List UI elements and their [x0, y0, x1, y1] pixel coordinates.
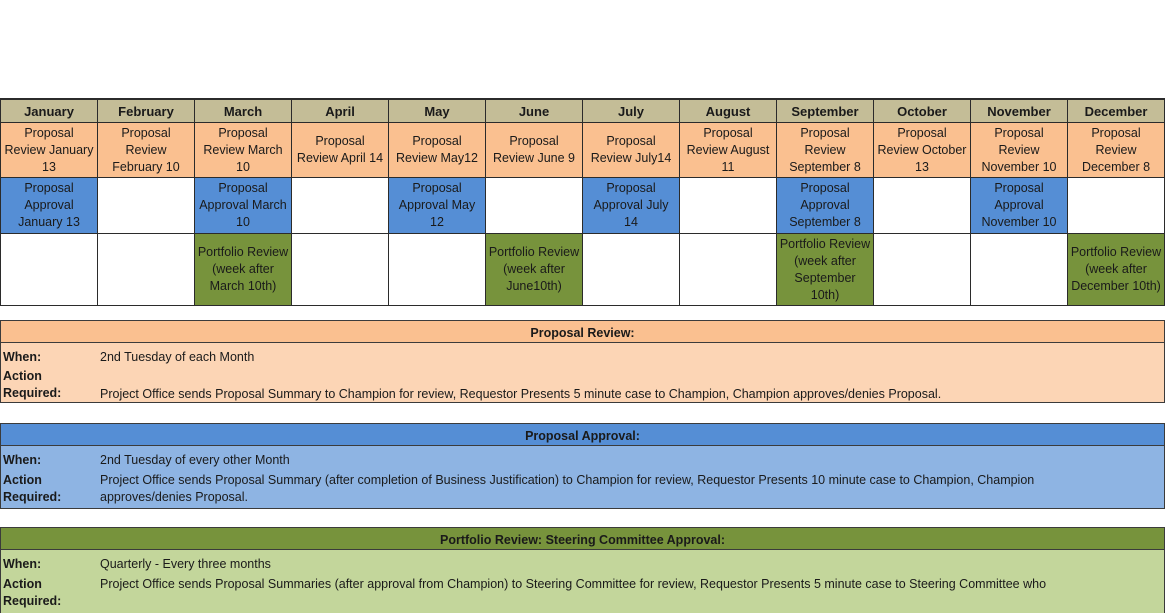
- portfolio-review-cell: Portfolio Review (week after March 10th): [195, 234, 292, 306]
- action-label: Action Required:: [3, 473, 62, 504]
- proposal-review-section: [0, 320, 1165, 403]
- when-text: 2nd Tuesday of each Month: [100, 350, 255, 364]
- proposal-review-cell: Proposal Review October 13: [874, 123, 971, 178]
- proposal-review-cell: Proposal Review July14: [583, 123, 680, 178]
- month-header: October: [874, 99, 971, 123]
- proposal-review-cell: Proposal Review August 11: [680, 123, 777, 178]
- month-header: April: [292, 99, 389, 123]
- month-header: September: [777, 99, 874, 123]
- section-title: Proposal Approval:: [1, 424, 1164, 446]
- portfolio-review-cell: Portfolio Review (week after September 10th): [777, 234, 874, 306]
- empty-cell: [98, 178, 195, 234]
- when-label: When:: [3, 350, 42, 364]
- section-title: Proposal Review:: [1, 321, 1164, 343]
- month-header: November: [971, 99, 1068, 123]
- action-text: Project Office sends Proposal Summary to Champion for review, Requestor Presents 5 minute case to Champion, Champion approves/denies Proposal.: [100, 387, 942, 401]
- proposal-review-cell: Proposal Review September 8: [777, 123, 874, 178]
- when-text: Quarterly - Every three months: [100, 557, 271, 571]
- month-header: July: [583, 99, 680, 123]
- month-header: February: [98, 99, 195, 123]
- when-text: 2nd Tuesday of every other Month: [100, 453, 290, 467]
- empty-cell: [680, 178, 777, 234]
- proposal-review-cell: Proposal Review March 10: [195, 123, 292, 178]
- when-label: When:: [3, 453, 42, 467]
- empty-cell: [971, 234, 1068, 306]
- proposal-review-cell: Proposal Review January 13: [1, 123, 98, 178]
- empty-cell: [1068, 178, 1165, 234]
- proposal-approval-cell: Proposal Approval November 10: [971, 178, 1068, 234]
- action-text: Project Office sends Proposal Summary (after completion of Business Justification) to Champion for review, Requestor Presents 10 minute case to Champion, Champion approves/denies Proposal.: [100, 473, 1035, 504]
- month-header-row: [1, 99, 1165, 123]
- proposal-review-cell: Proposal Review June 9: [486, 123, 583, 178]
- proposal-review-cell: Proposal Review April 14: [292, 123, 389, 178]
- proposal-approval-cell: Proposal Approval September 8: [777, 178, 874, 234]
- portfolio-review-cell: Portfolio Review (week after December 10th): [1068, 234, 1165, 306]
- when-label: When:: [3, 557, 42, 571]
- empty-cell: [874, 234, 971, 306]
- proposal-approval-cell: Proposal Approval March 10: [195, 178, 292, 234]
- action-label: Action Required:: [3, 577, 62, 608]
- proposal-review-cell: Proposal Review December 8: [1068, 123, 1165, 178]
- action-text: Project Office sends Proposal Summaries (after approval from Champion) to Steering Committee for review, Requestor Presents 5 minute case to Steering Committee who: [100, 577, 1047, 591]
- month-header: June: [486, 99, 583, 123]
- action-label: Action Required:: [3, 369, 62, 400]
- empty-cell: [1, 234, 98, 306]
- section-title: Portfolio Review: Steering Committee Approval:: [1, 528, 1164, 550]
- proposal-approval-cell: Proposal Approval May 12: [389, 178, 486, 234]
- month-header: March: [195, 99, 292, 123]
- month-header: January: [1, 99, 98, 123]
- proposal-review-row: [1, 123, 1165, 178]
- empty-cell: [583, 234, 680, 306]
- proposal-approval-section: [0, 423, 1165, 509]
- calendar-table: [0, 98, 1165, 306]
- empty-cell: [874, 178, 971, 234]
- portfolio-review-cell: Portfolio Review (week after June10th): [486, 234, 583, 306]
- month-header: May: [389, 99, 486, 123]
- proposal-review-cell: Proposal Review February 10: [98, 123, 195, 178]
- month-header: August: [680, 99, 777, 123]
- empty-cell: [680, 234, 777, 306]
- portfolio-review-row: [1, 234, 1165, 306]
- portfolio-review-section: [0, 527, 1165, 613]
- empty-cell: [389, 234, 486, 306]
- proposal-review-cell: Proposal Review November 10: [971, 123, 1068, 178]
- empty-cell: [292, 234, 389, 306]
- month-header: December: [1068, 99, 1165, 123]
- empty-cell: [98, 234, 195, 306]
- empty-cell: [486, 178, 583, 234]
- proposal-approval-cell: Proposal Approval July 14: [583, 178, 680, 234]
- proposal-review-cell: Proposal Review May12: [389, 123, 486, 178]
- proposal-approval-row: [1, 178, 1165, 234]
- proposal-approval-cell: Proposal Approval January 13: [1, 178, 98, 234]
- empty-cell: [292, 178, 389, 234]
